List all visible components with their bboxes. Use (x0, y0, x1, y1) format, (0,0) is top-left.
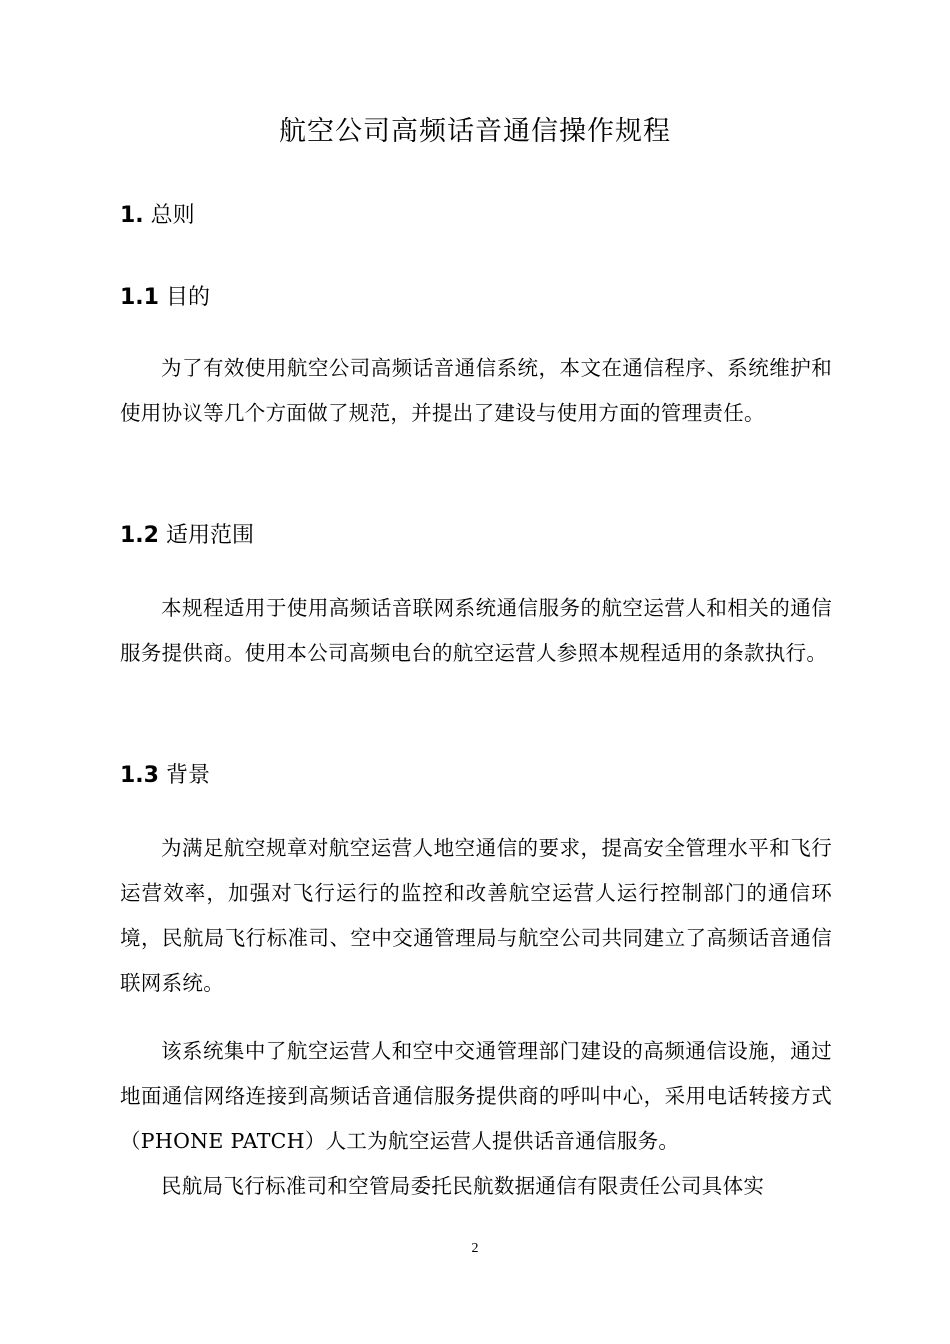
section-title: 总则 (150, 203, 195, 228)
paragraph-background-1: 为满足航空规章对航空运营人地空通信的要求，提高安全管理水平和飞行运营效率，加强对飞行运行的监控和改善航空运营人运行控制部门的通信环境，民航局飞行标准司、空中交通管理局与航空公司共同建立了高频话音通信联网系统。 (120, 836, 832, 995)
section-heading-purpose (120, 282, 210, 314)
section-title: 目的 (165, 285, 210, 310)
section-heading-background (120, 760, 210, 792)
section-number: 1. (120, 203, 144, 228)
paragraph-scope: 本规程适用于使用高频话音联网系统通信服务的航空运营人和相关的通信服务提供商。使用本公司高频电台的航空运营人参照本规程适用的条款执行。 (120, 596, 832, 665)
document-title: 航空公司高频话音通信操作规程 (279, 116, 671, 147)
section-number: 1.3 (120, 763, 159, 788)
section-title: 背景 (165, 763, 210, 788)
paragraph-purpose: 为了有效使用航空公司高频话音通信系统，本文在通信程序、系统维护和使用协议等几个方面做了规范，并提出了建设与使用方面的管理责任。 (120, 356, 832, 425)
section-title: 适用范围 (165, 523, 254, 548)
section-heading-general (120, 200, 195, 232)
section-heading-scope (120, 520, 254, 552)
paragraph-background-2: 该系统集中了航空运营人和空中交通管理部门建设的高频通信设施，通过地面通信网络连接到高频话音通信服务提供商的呼叫中心，采用电话转接方式（PHONE PATCH）人工为航空运营人提供话音通信服务。 (120, 1039, 832, 1153)
page-number: 2 (471, 1241, 479, 1256)
section-number: 1.1 (120, 285, 159, 310)
section-number: 1.2 (120, 523, 159, 548)
paragraph-background-3: 民航局飞行标准司和空管局委托民航数据通信有限责任公司具体实 (161, 1174, 765, 1198)
